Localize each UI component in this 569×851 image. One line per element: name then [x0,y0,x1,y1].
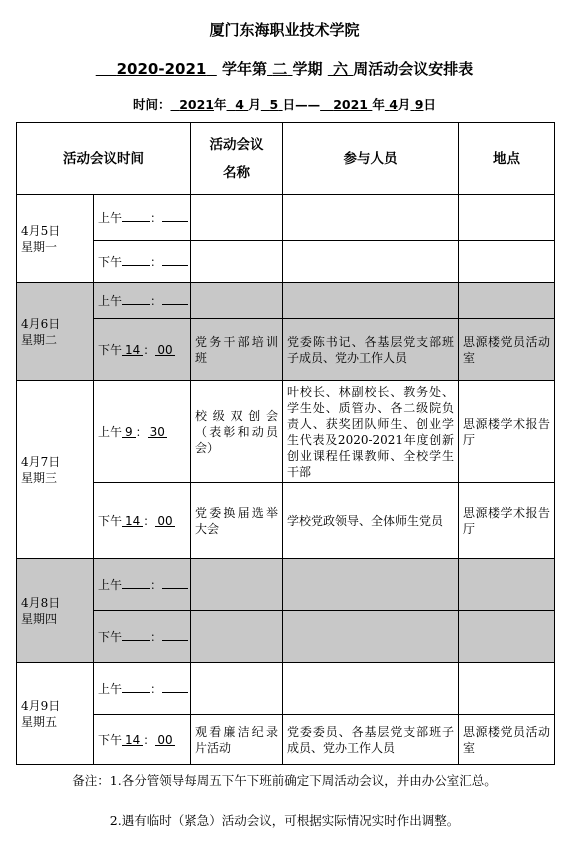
event-people [283,611,459,663]
day-date: 4月8日 [21,595,61,610]
event-place [459,283,555,319]
day-date: 4月6日 [21,316,61,331]
event-name: 观看廉洁纪录片活动 [191,715,283,765]
slot-hour [122,628,150,641]
note-2: 2.遇有临时（紧急）活动会议，可根据实际情况实时作出调整。 [109,813,460,828]
slot-hour [122,253,150,266]
end-day: 9 [414,97,424,112]
day-cell [17,195,94,283]
start-year: 2021 [179,97,215,112]
event-name: 党务干部培训班 [191,319,283,381]
slot-minute [162,253,188,266]
note-1: 备注：1.各分管领导每周五下午下班前确定下周活动会议，并由办公室汇总。 [72,773,497,788]
end-year: 2021 [333,97,368,112]
day-cell [17,663,94,765]
event-name [191,283,283,319]
day-cell [17,559,94,663]
slot-hour [122,209,150,222]
time-slot-am: 上午 9 ： 30 [94,381,191,483]
event-name: 党委换届选举大会 [191,483,283,559]
table-header-row [17,123,555,195]
day-date: 4月9日 [21,698,61,713]
event-name [191,611,283,663]
date-range: 时间： 2021年 4 月 5 日—— 2021 年 4月 9日 [132,97,437,112]
day-date: 4月5日 [21,223,61,238]
semester-label: 学期 [292,60,323,78]
schedule-title [0,58,569,79]
event-place [459,559,555,611]
event-people [283,195,459,241]
slot-minute [162,292,188,305]
slot-hour [122,576,150,589]
day-weekday: 星期五 [21,714,58,729]
col-header-name: 活动会议 名称 [191,123,283,195]
schedule-table [16,122,555,765]
school-title: 厦门东海职业技术学院 [209,21,360,39]
table-row [17,559,555,611]
event-name [191,663,283,715]
event-people [283,559,459,611]
start-day: 5 [269,97,279,112]
event-place: 思源楼党员活动室 [459,319,555,381]
slot-hour: 14 [122,343,143,356]
event-name: 校级双创会（表彰和动员会） [191,381,283,483]
table-row [17,283,555,319]
event-people: 党委委员、各基层党支部班子成员、党办工作人员 [283,715,459,765]
day-weekday: 星期四 [21,611,58,626]
day-weekday: 星期二 [21,332,58,347]
event-place [459,611,555,663]
week-label: 周活动会议安排表 [353,60,474,78]
event-place [459,195,555,241]
table-row [17,241,555,283]
start-month: 4 [235,97,244,112]
day-weekday: 星期三 [21,470,58,485]
semester-value: 二 [272,60,288,78]
slot-hour [122,680,150,693]
table-row [17,319,555,381]
event-name [191,241,283,283]
slot-hour [122,292,150,305]
day-weekday: 星期一 [21,239,58,254]
table-row [17,611,555,663]
slot-minute [162,576,188,589]
table-row [17,381,555,483]
time-slot-am: 上午 ： [94,283,191,319]
event-place [459,663,555,715]
event-people: 叶校长、林副校长、教务处、学生处、质管办、各二级院负责人、获奖团队师生、创业学生代表及2020-2021年度创新创业课程任课教师、全校学生干部 [283,381,459,483]
slot-minute [162,209,188,222]
week-value: 六 [333,60,349,78]
slot-minute [162,628,188,641]
event-name [191,559,283,611]
event-name [191,195,283,241]
time-slot-pm: 下午 14 ： 00 [94,319,191,381]
time-slot-pm: 下午 ： [94,241,191,283]
event-people [283,283,459,319]
year-label: 学年第 [222,60,268,78]
event-place: 思源楼学术报告厅 [459,483,555,559]
slot-hour: 9 [122,425,136,438]
slot-minute: 00 [157,514,173,528]
time-slot-am: 上午 ： [94,559,191,611]
event-place: 思源楼学术报告厅 [459,381,555,483]
event-place: 思源楼党员活动室 [459,715,555,765]
day-cell [17,381,94,559]
slot-minute [162,680,188,693]
table-row [17,715,555,765]
slot-hour: 14 [122,514,143,527]
time-slot-am: 上午 ： [94,195,191,241]
time-slot-pm: 下午 14 ： 00 [94,483,191,559]
table-row [17,663,555,715]
end-month: 4 [389,97,398,112]
slot-hour: 14 [122,733,143,746]
table-row [17,195,555,241]
event-people: 学校党政领导、全体师生党员 [283,483,459,559]
slot-minute: 00 [157,343,173,357]
slot-minute: 00 [157,733,173,747]
time-slot-pm: 下午 14 ： 00 [94,715,191,765]
col-header-place: 地点 [459,123,555,195]
event-people: 党委陈书记、各基层党支部班子成员、党办工作人员 [283,319,459,381]
slot-minute: 30 [149,425,165,439]
event-place [459,241,555,283]
col-header-time: 活动会议时间 [17,123,191,195]
time-slot-am: 上午 ： [94,663,191,715]
table-row [17,483,555,559]
event-people [283,663,459,715]
day-cell [17,283,94,381]
year-value: 2020-2021 [116,60,207,78]
day-date: 4月7日 [21,454,61,469]
event-people [283,241,459,283]
col-header-people: 参与人员 [283,123,459,195]
time-slot-pm: 下午 ： [94,611,191,663]
